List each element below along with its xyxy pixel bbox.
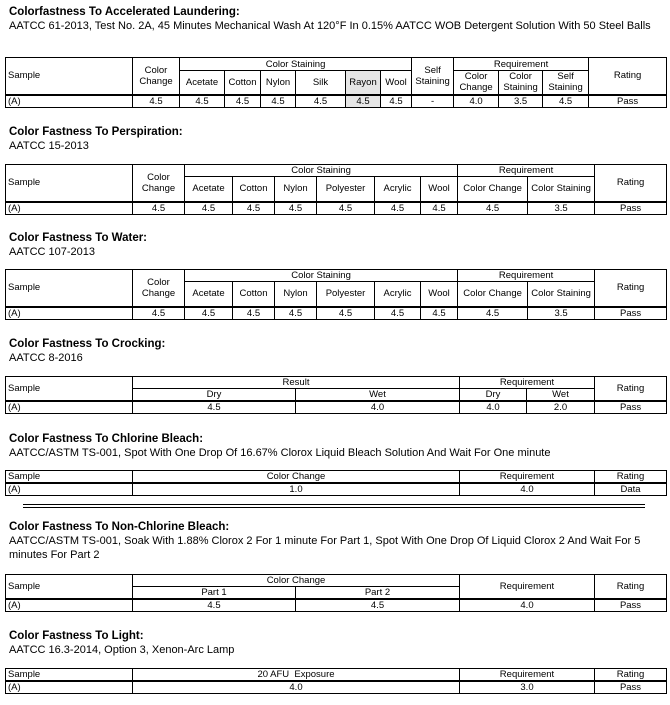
cell-dry: 4.5 bbox=[133, 401, 296, 414]
cell-color-change: 4.5 bbox=[133, 307, 185, 320]
header-rating: Rating bbox=[595, 377, 667, 402]
cell-exposure: 4.0 bbox=[133, 681, 460, 694]
header-rating: Rating bbox=[595, 669, 667, 682]
header-rating: Rating bbox=[595, 575, 667, 600]
table-row bbox=[6, 401, 667, 414]
header-sample: Sample bbox=[6, 575, 133, 600]
cell-nylon: 4.5 bbox=[275, 202, 317, 215]
header-cotton: Cotton bbox=[225, 71, 261, 95]
cell-rating: Pass bbox=[589, 95, 667, 108]
header-req-dry: Dry bbox=[460, 389, 527, 402]
cell-rating: Pass bbox=[595, 307, 667, 320]
table-row bbox=[6, 202, 667, 215]
cell-sample: (A) bbox=[6, 202, 133, 215]
header-color-staining: Color Staining bbox=[185, 270, 458, 282]
header-req-self-staining: Self Staining bbox=[543, 71, 589, 95]
header-req-color-change: Color Change bbox=[458, 177, 528, 202]
header-sample: Sample bbox=[6, 669, 133, 682]
header-requirement: Requirement bbox=[460, 471, 595, 484]
header-result: Result bbox=[133, 377, 460, 389]
cell-acrylic: 4.5 bbox=[375, 202, 421, 215]
cell-nylon: 4.5 bbox=[261, 95, 296, 108]
header-acetate: Acetate bbox=[185, 177, 233, 202]
header-requirement: Requirement bbox=[458, 165, 595, 177]
cell-color-change: 4.5 bbox=[133, 202, 185, 215]
cell-part1: 4.5 bbox=[133, 599, 296, 612]
cell-req-color-staining: 3.5 bbox=[528, 202, 595, 215]
header-requirement: Requirement bbox=[454, 58, 589, 71]
cell-acetate: 4.5 bbox=[180, 95, 225, 108]
cell-nylon: 4.5 bbox=[275, 307, 317, 320]
header-color-change: Color Change bbox=[133, 165, 185, 202]
header-req-color-staining: Color Staining bbox=[528, 177, 595, 202]
header-req-color-change: Color Change bbox=[454, 71, 499, 95]
cell-requirement: 4.0 bbox=[460, 483, 595, 496]
chlorine-table bbox=[5, 470, 667, 496]
section-description: AATCC/ASTM TS-001, Spot With One Drop Of 16.67% Clorox Liquid Bleach Solution And Wait For One minute bbox=[9, 447, 551, 459]
section-description: AATCC 15-2013 bbox=[9, 140, 89, 152]
section-divider bbox=[23, 504, 645, 508]
cell-req-wet: 2.0 bbox=[527, 401, 595, 414]
cell-wet: 4.0 bbox=[296, 401, 460, 414]
cell-rating: Pass bbox=[595, 401, 667, 414]
table-row bbox=[6, 681, 667, 694]
cell-silk: 4.5 bbox=[296, 95, 346, 108]
header-color-change: Color Change bbox=[133, 575, 460, 587]
cell-cotton: 4.5 bbox=[233, 202, 275, 215]
cell-polyester: 4.5 bbox=[317, 202, 375, 215]
header-sample: Sample bbox=[6, 270, 133, 307]
cell-sample: (A) bbox=[6, 95, 133, 108]
header-sample: Sample bbox=[6, 58, 133, 95]
cell-wool: 4.5 bbox=[421, 307, 458, 320]
header-req-color-staining: Color Staining bbox=[499, 71, 543, 95]
header-part2: Part 2 bbox=[296, 587, 460, 600]
header-color-change: Color Change bbox=[133, 270, 185, 307]
cell-requirement: 3.0 bbox=[460, 681, 595, 694]
header-wool: Wool bbox=[421, 177, 458, 202]
cell-rating: Pass bbox=[595, 202, 667, 215]
section-description: AATCC 16.3-2014, Option 3, Xenon-Arc Lamp bbox=[9, 644, 235, 656]
cell-req-color-change: 4.0 bbox=[454, 95, 499, 108]
cell-rating: Pass bbox=[595, 681, 667, 694]
header-acetate: Acetate bbox=[185, 282, 233, 307]
table-row bbox=[6, 307, 667, 320]
cell-req-self-staining: 4.5 bbox=[543, 95, 589, 108]
header-color-change: Color Change bbox=[133, 58, 180, 95]
cell-acrylic: 4.5 bbox=[375, 307, 421, 320]
cell-sample: (A) bbox=[6, 681, 133, 694]
header-part1: Part 1 bbox=[133, 587, 296, 600]
header-req-color-change: Color Change bbox=[458, 282, 528, 307]
cell-sample: (A) bbox=[6, 307, 133, 320]
cell-rating: Data bbox=[595, 483, 667, 496]
section-title: Color Fastness To Chlorine Bleach: bbox=[9, 433, 204, 445]
cell-rating: Pass bbox=[595, 599, 667, 612]
header-wool: Wool bbox=[421, 282, 458, 307]
header-cotton: Cotton bbox=[233, 177, 275, 202]
cell-cotton: 4.5 bbox=[225, 95, 261, 108]
header-exposure: 20 AFU Exposure bbox=[133, 669, 460, 682]
header-nylon: Nylon bbox=[275, 282, 317, 307]
header-acrylic: Acrylic bbox=[375, 282, 421, 307]
header-color-change: Color Change bbox=[133, 471, 460, 484]
header-rating: Rating bbox=[595, 165, 667, 202]
table-row bbox=[6, 483, 667, 496]
section-title: Color Fastness To Non-Chlorine Bleach: bbox=[9, 521, 230, 533]
header-color-staining: Color Staining bbox=[180, 58, 412, 71]
cell-rayon: 4.5 bbox=[346, 95, 381, 108]
cell-color-change: 1.0 bbox=[133, 483, 460, 496]
cell-req-color-change: 4.5 bbox=[458, 307, 528, 320]
header-rayon: Rayon bbox=[346, 71, 381, 95]
section-description: AATCC 107-2013 bbox=[9, 246, 96, 258]
cell-req-color-staining: 3.5 bbox=[528, 307, 595, 320]
header-polyester: Polyester bbox=[317, 282, 375, 307]
cell-color-change: 4.5 bbox=[133, 95, 180, 108]
light-table bbox=[5, 668, 667, 694]
header-requirement: Requirement bbox=[460, 669, 595, 682]
header-req-color-staining: Color Staining bbox=[528, 282, 595, 307]
cell-acetate: 4.5 bbox=[185, 202, 233, 215]
header-requirement: Requirement bbox=[460, 377, 595, 389]
laundering-table bbox=[5, 57, 667, 108]
cell-sample: (A) bbox=[6, 599, 133, 612]
cell-self-staining: - bbox=[412, 95, 454, 108]
header-self-staining: Self Staining bbox=[412, 58, 454, 95]
perspiration-table bbox=[5, 164, 667, 215]
cell-req-color-change: 4.5 bbox=[458, 202, 528, 215]
header-nylon: Nylon bbox=[261, 71, 296, 95]
table-row bbox=[6, 599, 667, 612]
section-title: Color Fastness To Crocking: bbox=[9, 338, 166, 350]
header-rating: Rating bbox=[595, 471, 667, 484]
header-color-staining: Color Staining bbox=[185, 165, 458, 177]
cell-requirement: 4.0 bbox=[460, 599, 595, 612]
cell-acetate: 4.5 bbox=[185, 307, 233, 320]
non-chlorine-table bbox=[5, 574, 667, 612]
header-requirement: Requirement bbox=[460, 575, 595, 600]
header-nylon: Nylon bbox=[275, 177, 317, 202]
cell-req-dry: 4.0 bbox=[460, 401, 527, 414]
header-req-wet: Wet bbox=[527, 389, 595, 402]
section-title: Color Fastness To Perspiration: bbox=[9, 126, 183, 138]
header-wet: Wet bbox=[296, 389, 460, 402]
cell-sample: (A) bbox=[6, 401, 133, 414]
table-row bbox=[6, 95, 667, 108]
section-title: Color Fastness To Light: bbox=[9, 630, 144, 642]
section-description: AATCC 8-2016 bbox=[9, 352, 83, 364]
header-cotton: Cotton bbox=[233, 282, 275, 307]
section-title: Colorfastness To Accelerated Laundering: bbox=[9, 6, 240, 18]
header-rating: Rating bbox=[595, 270, 667, 307]
header-acetate: Acetate bbox=[180, 71, 225, 95]
header-silk: Silk bbox=[296, 71, 346, 95]
header-dry: Dry bbox=[133, 389, 296, 402]
crocking-table bbox=[5, 376, 667, 414]
section-title: Color Fastness To Water: bbox=[9, 232, 148, 244]
cell-wool: 4.5 bbox=[381, 95, 412, 108]
cell-cotton: 4.5 bbox=[233, 307, 275, 320]
cell-sample: (A) bbox=[6, 483, 133, 496]
section-description: AATCC/ASTM TS-001, Soak With 1.88% Clorox 2 For 1 minute For Part 1, Spot With One Drop Of Liquid Clorox 2 And Wait For 5 minutes For Part 2 bbox=[9, 535, 641, 561]
cell-wool: 4.5 bbox=[421, 202, 458, 215]
header-sample: Sample bbox=[6, 165, 133, 202]
cell-polyester: 4.5 bbox=[317, 307, 375, 320]
header-sample: Sample bbox=[6, 377, 133, 402]
water-table bbox=[5, 269, 667, 320]
section-description: AATCC 61-2013, Test No. 2A, 45 Minutes Mechanical Wash At 120°F In 0.15% AATCC WOB Detergent Solution With 50 Steel Balls bbox=[9, 20, 651, 32]
header-rating: Rating bbox=[589, 58, 667, 95]
header-wool: Wool bbox=[381, 71, 412, 95]
header-sample: Sample bbox=[6, 471, 133, 484]
header-acrylic: Acrylic bbox=[375, 177, 421, 202]
header-polyester: Polyester bbox=[317, 177, 375, 202]
header-requirement: Requirement bbox=[458, 270, 595, 282]
cell-req-color-staining: 3.5 bbox=[499, 95, 543, 108]
cell-part2: 4.5 bbox=[296, 599, 460, 612]
